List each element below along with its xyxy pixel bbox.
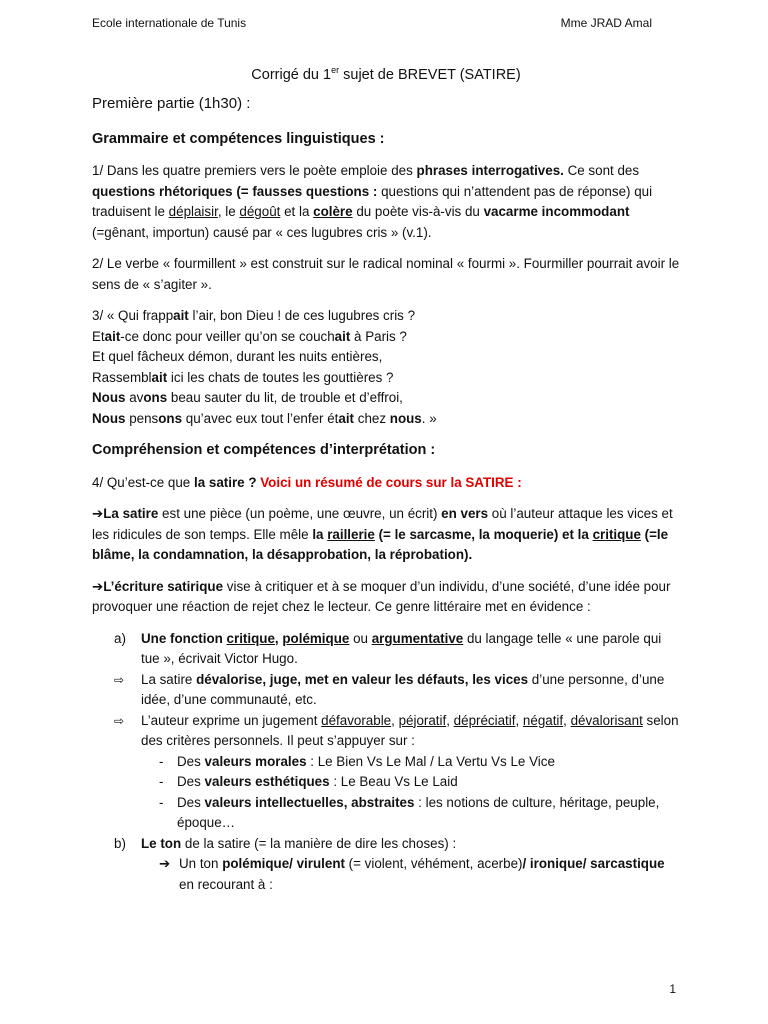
list-item-text	[141, 834, 456, 855]
list-item-text	[177, 772, 458, 793]
dash-marker: -	[159, 753, 164, 769]
list-item-b	[92, 834, 680, 855]
text: où l’auteur attaque les vices et les ridicules de son temps. Elle mêle	[92, 506, 673, 542]
text: 4/ Qu’est-ce que	[92, 474, 194, 490]
bold-text: L’écriture satirique	[103, 578, 224, 594]
features-list	[92, 629, 680, 896]
bold-underlined-text: raillerie	[327, 526, 375, 542]
poem-line	[92, 327, 680, 348]
bold-ending: ait	[151, 369, 168, 385]
list-item-text	[141, 629, 680, 670]
underlined-text: défavorable	[321, 712, 392, 728]
list-item-devalorise	[92, 670, 680, 711]
underlined-text: déplaisir	[168, 204, 218, 220]
bold-text: la satire ?	[193, 474, 257, 490]
text: (=gênant, importun) causé par « ces lugubres cris » (v.1).	[92, 224, 432, 240]
text: vise à critiquer et à se moquer d’un individu, d’une société, d’une idée pour provoquer une réaction de rejet chez le lecteur. Ce genre littéraire met en évidence :	[92, 578, 671, 615]
text: d’une personne, d’une idée, d’une communauté, etc.	[141, 671, 665, 708]
text: de la satire (= la manière de dire les choses) :	[181, 835, 457, 851]
list-marker: a)	[114, 630, 126, 646]
bold-underlined-text: polémique	[282, 630, 350, 646]
text: en recourant à :	[179, 876, 273, 892]
bold-underlined-text: critique	[226, 630, 275, 646]
page-header	[92, 16, 652, 30]
bold-ending: ait	[338, 410, 355, 426]
text: Des	[177, 753, 205, 769]
list-item-values-morales	[92, 752, 680, 773]
bold-pronoun: Nous	[92, 410, 126, 426]
poem-line	[92, 368, 680, 389]
bold-text: valeurs intellectuelles, abstraites	[204, 794, 415, 810]
bold-text: en vers	[441, 506, 489, 522]
bold-text: valeurs esthétiques	[204, 774, 330, 790]
underlined-text: péjoratif	[398, 712, 447, 728]
hollow-arrow-icon: ⇨	[114, 713, 125, 728]
satiric-writing	[92, 577, 680, 618]
list-item-text	[179, 854, 680, 895]
text: l’air, bon Dieu ! de ces lugubres cris ?	[188, 308, 416, 324]
underlined-text: dépréciatif	[453, 712, 516, 728]
title-text: Corrigé du 1	[251, 66, 332, 83]
text: beau sauter du lit, de trouble et d’effroi,	[167, 390, 403, 406]
underlined-text: dévalorisant	[570, 712, 643, 728]
bold-pronoun: nous	[389, 410, 422, 426]
text: : Le Bien Vs Le Mal / La Vertu Vs Le Vice	[306, 753, 555, 769]
underlined-text: négatif	[522, 712, 564, 728]
text: Un ton	[179, 856, 223, 872]
underlined-text: colère	[313, 204, 353, 220]
page-number: 1	[669, 982, 676, 996]
list-item-ton	[92, 854, 680, 895]
right-arrow-icon: ➔	[159, 856, 171, 872]
text: . »	[421, 410, 437, 426]
text: ,	[515, 712, 523, 728]
dash-marker: -	[159, 774, 164, 790]
bold-pronoun: Nous	[92, 390, 126, 406]
text: ,	[446, 712, 454, 728]
right-arrow-icon: ➔	[92, 506, 104, 522]
bold-text: (= le sarcasme, la moquerie) et la	[374, 526, 593, 542]
bold-text: questions rhétoriques (= fausses questions :	[92, 183, 378, 199]
text: L’auteur exprime un jugement	[141, 712, 322, 728]
text: : les notions de culture, héritage, peuple, époque…	[177, 794, 660, 831]
bold-text: ,	[274, 630, 283, 646]
list-item-text	[177, 752, 555, 773]
text: du langage telle « une parole qui tue », écrivait Victor Hugo.	[141, 630, 662, 667]
document-title	[92, 60, 680, 85]
list-item-jugement	[92, 711, 680, 752]
text: La satire	[141, 671, 197, 687]
bold-text: phrases interrogatives.	[416, 163, 564, 179]
bold-text: dévalorise, juge, met en valeur les défauts, les vices	[196, 671, 529, 687]
hollow-arrow-icon: ⇨	[114, 672, 125, 687]
poem-line	[92, 388, 680, 409]
bold-text: vacarme incommodant	[483, 204, 630, 220]
list-item-values-intellectuelles	[92, 793, 680, 834]
question-4	[92, 473, 680, 494]
poem-line	[92, 306, 680, 327]
bold-text: Une fonction	[141, 630, 227, 646]
underlined-text: dégoût	[239, 204, 281, 220]
answer-2: 2/ Le verbe « fourmillent » est construit sur le radical nominal « fourmi ». Fourmiller pourrait avoir le sens de « s’agiter ».	[92, 256, 680, 292]
header-teacher: Mme JRAD Amal	[560, 16, 652, 30]
bold-text: (=le blâme, la condamnation, la désapprobation, la réprobation).	[92, 526, 669, 563]
document-body	[92, 60, 680, 895]
bold-underlined-text: argumentative	[371, 630, 464, 646]
answer-3-poem	[92, 306, 680, 429]
list-item-text	[141, 711, 680, 752]
text: ou	[349, 630, 372, 646]
bold-ending: ait	[173, 308, 189, 324]
title-text-end: sujet de BREVET (SATIRE)	[339, 66, 521, 83]
bold-ending: ait	[104, 328, 121, 344]
list-item-a	[92, 629, 680, 670]
bold-text: valeurs morales	[204, 753, 307, 769]
bold-ending: ait	[334, 328, 351, 344]
right-arrow-icon: ➔	[92, 578, 104, 594]
satire-definition	[92, 504, 680, 566]
title-superscript: er	[331, 65, 340, 75]
text: : Le Beau Vs Le Laid	[329, 774, 458, 790]
text: Rassembl	[92, 369, 152, 385]
part-heading: Première partie (1h30) :	[92, 95, 251, 113]
text: Des	[177, 794, 205, 810]
text: à Paris ?	[350, 328, 407, 344]
text: ,	[563, 712, 571, 728]
text: pens	[125, 410, 159, 426]
list-marker: b)	[114, 835, 126, 851]
list-item-text	[141, 670, 680, 711]
text: ,	[391, 712, 399, 728]
bold-text: polémique/ virulent	[222, 856, 345, 872]
dash-marker: -	[159, 794, 164, 810]
text: chez	[354, 410, 390, 426]
section-heading-grammar: Grammaire et compétences linguistiques :	[92, 130, 385, 147]
list-item-values-esthetiques	[92, 772, 680, 793]
text: selon des critères personnels. Il peut s’appuyer sur :	[141, 712, 679, 749]
text: du poète vis-à-vis du	[352, 204, 484, 220]
text: Et	[92, 328, 105, 344]
bold-underlined-text: critique	[592, 526, 641, 542]
text: et la	[280, 204, 314, 220]
poem-line	[92, 409, 680, 430]
text: (= violent, véhément, acerbe)	[344, 856, 523, 872]
red-course-note: Voici un résumé de cours sur la SATIRE :	[256, 474, 522, 490]
answer-1	[92, 161, 680, 243]
text: ici les chats de toutes les gouttières ?	[167, 369, 394, 385]
text: 3/ « Qui frapp	[92, 308, 174, 324]
text: av	[125, 390, 144, 406]
text: questions qui n’attendent pas de réponse) qui traduisent le	[92, 183, 653, 220]
bold-ending: ons	[143, 390, 168, 406]
header-school: Ecole internationale de Tunis	[92, 16, 247, 30]
text: 1/ Dans les quatre premiers vers le poète emploie des	[92, 163, 417, 179]
bold-text: La satire	[103, 506, 159, 522]
text: qu’avec eux tout l’enfer ét	[182, 410, 339, 426]
bold-text: la	[312, 526, 328, 542]
bold-text: / ironique/ sarcastique	[522, 856, 665, 872]
text: Ce sont des	[563, 163, 640, 179]
text: est une pièce (un poème, une œuvre, un écrit)	[158, 506, 442, 522]
bold-text: Le ton	[141, 835, 182, 851]
poem-line: Et quel fâcheux démon, durant les nuits entières,	[92, 349, 383, 365]
text: -ce donc pour veiller qu’on se couch	[120, 328, 335, 344]
list-item-text	[177, 793, 680, 834]
bold-ending: ons	[158, 410, 183, 426]
text: , le	[217, 204, 240, 220]
section-heading-comprehension: Compréhension et compétences d’interprétation :	[92, 442, 436, 459]
text: Des	[177, 774, 205, 790]
